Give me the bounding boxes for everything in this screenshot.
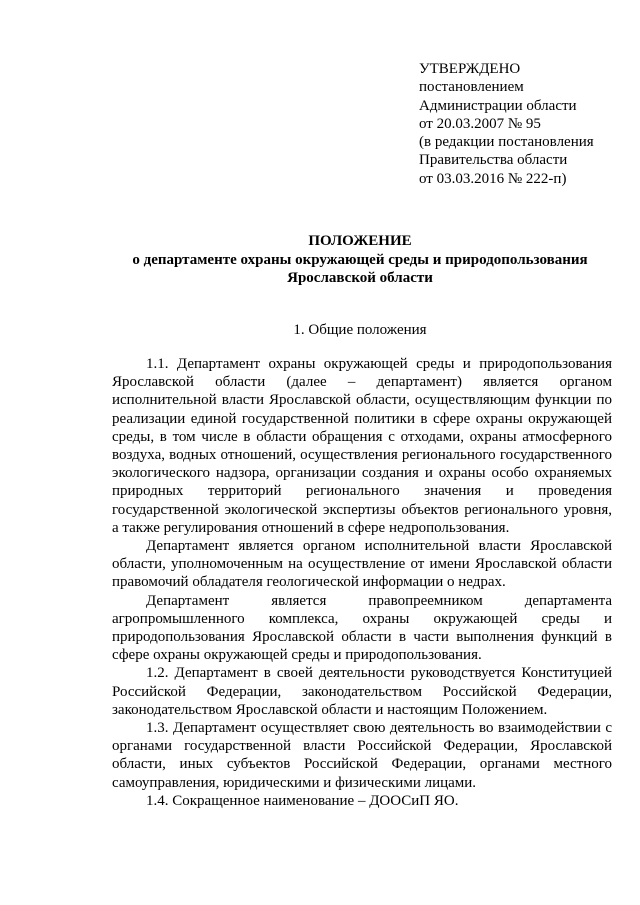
approval-line: постановлением [419, 79, 524, 96]
approval-line: (в редакции постановления [419, 134, 594, 151]
approval-stamp [419, 60, 594, 188]
approval-line: Правительства области [419, 152, 568, 169]
approval-line: Администрации области [419, 97, 577, 114]
section-heading: 1. Общие положения [293, 322, 427, 338]
approval-line: от 20.03.2007 № 95 [419, 115, 541, 132]
approval-line: УТВЕРЖДЕНО [419, 61, 521, 77]
paragraph: 1.2. Департамент в своей деятельности руководствуется Конституцией Российской Федерации, законодательством Российской Федерации, законодательством Ярославской области и настоящим Положением. [112, 665, 612, 718]
paragraph: 1.4. Сокращенное наименование – ДООСиП ЯО. [146, 792, 459, 809]
paragraph: 1.1. Департамент охраны окружающей среды и природопользования Ярославской области (далее – департамент) является органом исполнительной власти Ярославской области, осуществляющим функции по реализации единой государственной политики в сфере охраны окружающей среды, в том числе в области обращения с отходами, охраны атмосферного воздуха, водных отношений, осуществления регионального государственного экологического надзора, организации создания и охраны особо охраняемых природных территорий регионального значения и проведения государственной экологической экспертизы объектов регионального уровня, а также регулирования отношений в сфере недропользования. [112, 356, 612, 536]
title-heading: ПОЛОЖЕНИЕ [308, 233, 412, 249]
title-region: Ярославской области [287, 270, 433, 286]
title-subject: о департаменте охраны окружающей среды и природопользования [132, 251, 588, 268]
document-body [112, 355, 612, 810]
document-title [80, 232, 640, 288]
paragraph: 1.3. Департамент осуществляет свою деятельность во взаимодействии с органами государственной власти Российской Федерации, Ярославской области, иных субъектов Российской Федерации, органами местного самоуправления, юридическими и физическими лицами. [112, 720, 612, 791]
paragraph: Департамент является правопреемником департамента агропромышленного комплекса, охраны окружающей среды и природопользования Ярославской области в части выполнения функций в сфере охраны окружающей среды и природопользования. [112, 592, 612, 664]
paragraph: Департамент является органом исполнительной власти Ярославской области, уполномоченным на осуществление от имени Ярославской области правомочий обладателя геологической информации о недрах. [112, 538, 612, 591]
approval-line: от 03.03.2016 № 222-п) [419, 170, 567, 187]
